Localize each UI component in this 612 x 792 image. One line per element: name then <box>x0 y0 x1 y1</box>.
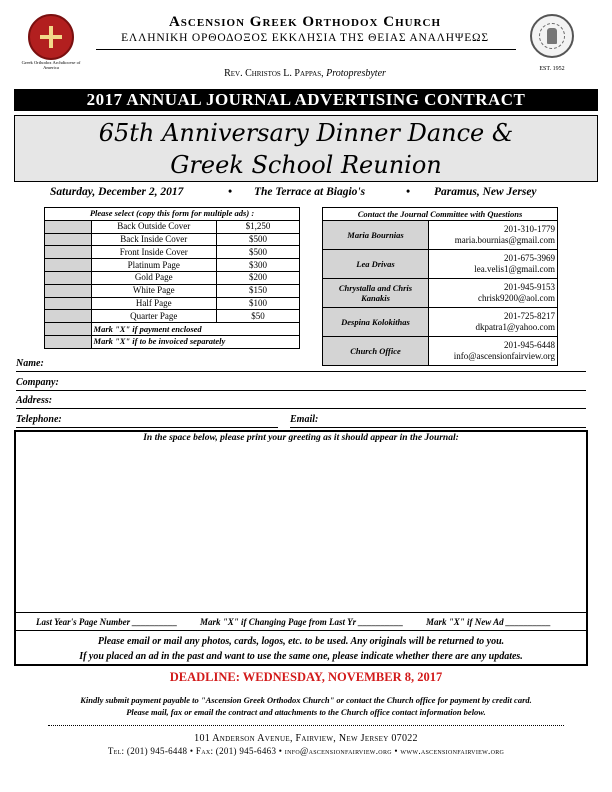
ad-checkbox[interactable] <box>45 271 92 284</box>
ad-name: Back Inside Cover <box>91 233 216 246</box>
contact-email[interactable]: info@ascensionfairview.org <box>453 351 555 361</box>
ad-name: Front Inside Cover <box>91 246 216 259</box>
cross-icon <box>40 26 62 48</box>
table-row <box>323 279 558 308</box>
contact-name: Maria Bournias <box>323 221 429 250</box>
contract-banner: 2017 ANNUAL JOURNAL ADVERTISING CONTRACT <box>14 89 598 111</box>
table-row <box>45 220 300 233</box>
new-ad-field[interactable]: Mark "X" if New Ad __________ <box>426 617 551 627</box>
event-details <box>14 181 598 203</box>
contact-name: Despina Kolokithas <box>323 308 429 337</box>
ad-price: $500 <box>217 246 300 259</box>
payment-instructions: Kindly submit payment payable to "Ascension Greek Orthodox Church" or contact the Church office for payment by credit card. <box>80 695 532 705</box>
church-contact-line: Tel: (201) 945-6448 • Fax: (201) 945-6463 • info@ascensionfairview.org • www.ascensionfairview.org <box>107 746 505 756</box>
contact-email[interactable]: maria.bournias@gmail.com <box>454 235 555 245</box>
table-row <box>45 271 300 284</box>
reuse-ad-note: If you placed an ad in the past and want to use the same one, please indicate whether there are any updates. <box>79 651 523 662</box>
contact-email[interactable]: lea.velis1@gmail.com <box>474 264 555 274</box>
table-row <box>323 221 558 250</box>
telephone-label: Telephone: <box>16 414 62 425</box>
archdiocese-logo <box>28 14 74 60</box>
table-row <box>45 233 300 246</box>
ad-price: $300 <box>217 259 300 272</box>
contact-table-header: Contact the Journal Committee with Questions <box>323 208 558 221</box>
table-row <box>45 284 300 297</box>
ad-checkbox[interactable] <box>45 220 92 233</box>
ad-checkbox[interactable] <box>45 284 92 297</box>
contact-name: Lea Drivas <box>323 250 429 279</box>
mailing-instructions: Please mail, fax or email the contract and attachments to the Church office contact information below. <box>126 707 486 717</box>
event-location: Paramus, New Jersey <box>434 186 537 198</box>
table-row <box>323 308 558 337</box>
payment-enclosed-label: Mark "X" if payment enclosed <box>91 323 299 336</box>
ad-checkbox[interactable] <box>45 297 92 310</box>
table-row <box>323 337 558 366</box>
contact-table <box>322 207 558 366</box>
contact-phone: 201-675-3969 <box>504 253 555 263</box>
table-row <box>323 250 558 279</box>
priest-line <box>90 68 520 79</box>
ad-price: $200 <box>217 271 300 284</box>
event-title-line1: 65th Anniversary Dinner Dance & <box>98 119 514 147</box>
ad-price: $1,250 <box>217 220 300 233</box>
greeting-prompt: In the space below, please print your greeting as it should appear in the Journal: <box>143 433 459 443</box>
church-greek-name: ΕΛΛΗΝΙΚΗ ΟΡΘΟΔΟΞΟΣ ΕΚΚΛΗΣΙΑ ΤΗΣ ΘΕΙΑΣ ΑΝΑΛΗΨΕΩΣ <box>121 32 489 44</box>
event-venue: The Terrace at Biagio's <box>254 186 366 198</box>
ad-name: Quarter Page <box>91 310 216 323</box>
invoice-separately-checkbox[interactable] <box>45 335 92 348</box>
payment-enclosed-checkbox[interactable] <box>45 323 92 336</box>
contact-phone: 201-945-9153 <box>504 282 555 292</box>
logo-caption: Greek Orthodox Archdiocese of America <box>21 60 81 70</box>
table-row <box>45 323 300 336</box>
separator-bullet: • <box>406 186 411 198</box>
contact-phone: 201-310-1779 <box>504 224 555 234</box>
company-field[interactable] <box>16 390 586 391</box>
ad-name: Platinum Page <box>91 259 216 272</box>
ad-selection-table <box>44 207 300 349</box>
address-field[interactable] <box>16 408 586 409</box>
email-field[interactable] <box>290 427 586 428</box>
contact-name: Church Office <box>323 337 429 366</box>
separator-bullet: • <box>228 186 233 198</box>
ad-checkbox[interactable] <box>45 246 92 259</box>
ad-table-header: Please select (copy this form for multiple ads) : <box>45 208 300 221</box>
table-row <box>45 246 300 259</box>
ad-checkbox[interactable] <box>45 310 92 323</box>
ad-name: Back Outside Cover <box>91 220 216 233</box>
ad-name: White Page <box>91 284 216 297</box>
contact-phone: 201-945-6448 <box>504 340 555 350</box>
contact-email[interactable]: chrisk9200@aol.com <box>477 293 555 303</box>
ad-price: $150 <box>217 284 300 297</box>
church-name: Ascension Greek Orthodox Church <box>168 14 442 30</box>
deadline: DEADLINE: WEDNESDAY, NOVEMBER 8, 2017 <box>169 670 443 684</box>
ad-price: $50 <box>217 310 300 323</box>
contact-name: Chrystalla and Chris Kanakis <box>323 279 429 308</box>
ad-price: $500 <box>217 233 300 246</box>
priest-name: Rev. Christos L. Pappas, <box>224 68 327 79</box>
ad-checkbox[interactable] <box>45 233 92 246</box>
company-label: Company: <box>16 377 59 388</box>
established-year: EST. 1952 <box>539 66 565 72</box>
materials-note: Please email or mail any photos, cards, logos, etc. to be used. Any originals will be returned to you. <box>97 636 505 647</box>
church-icon <box>547 28 557 44</box>
event-date: Saturday, December 2, 2017 <box>50 186 184 198</box>
telephone-field[interactable] <box>16 427 278 428</box>
footer-divider <box>48 725 564 726</box>
greeting-text-area[interactable] <box>18 446 584 610</box>
invoice-separately-label: Mark "X" if to be invoiced separately <box>91 335 299 348</box>
church-seal <box>530 14 574 58</box>
contact-email[interactable]: dkpatra1@yahoo.com <box>475 322 555 332</box>
header-divider <box>96 49 516 50</box>
email-label: Email: <box>290 414 319 425</box>
event-title-line2: Greek School Reunion <box>170 151 442 179</box>
ad-name: Half Page <box>91 297 216 310</box>
name-field[interactable] <box>16 371 586 372</box>
ad-name: Gold Page <box>91 271 216 284</box>
page-options-row <box>16 613 586 631</box>
priest-title: Protopresbyter <box>326 68 386 79</box>
table-row <box>45 310 300 323</box>
ad-price: $100 <box>217 297 300 310</box>
name-label: Name: <box>16 358 44 369</box>
table-row <box>45 259 300 272</box>
changing-page-field[interactable]: Mark "X" if Changing Page from Last Yr __________ <box>200 617 404 627</box>
address-label: Address: <box>16 395 53 406</box>
table-row <box>45 335 300 348</box>
ad-checkbox[interactable] <box>45 259 92 272</box>
last-year-page-field[interactable]: Last Year's Page Number __________ <box>36 617 178 627</box>
contact-phone: 201-725-8217 <box>504 311 555 321</box>
church-address: 101 Anderson Avenue, Fairview, New Jersey 07022 <box>194 733 418 744</box>
table-row <box>45 297 300 310</box>
